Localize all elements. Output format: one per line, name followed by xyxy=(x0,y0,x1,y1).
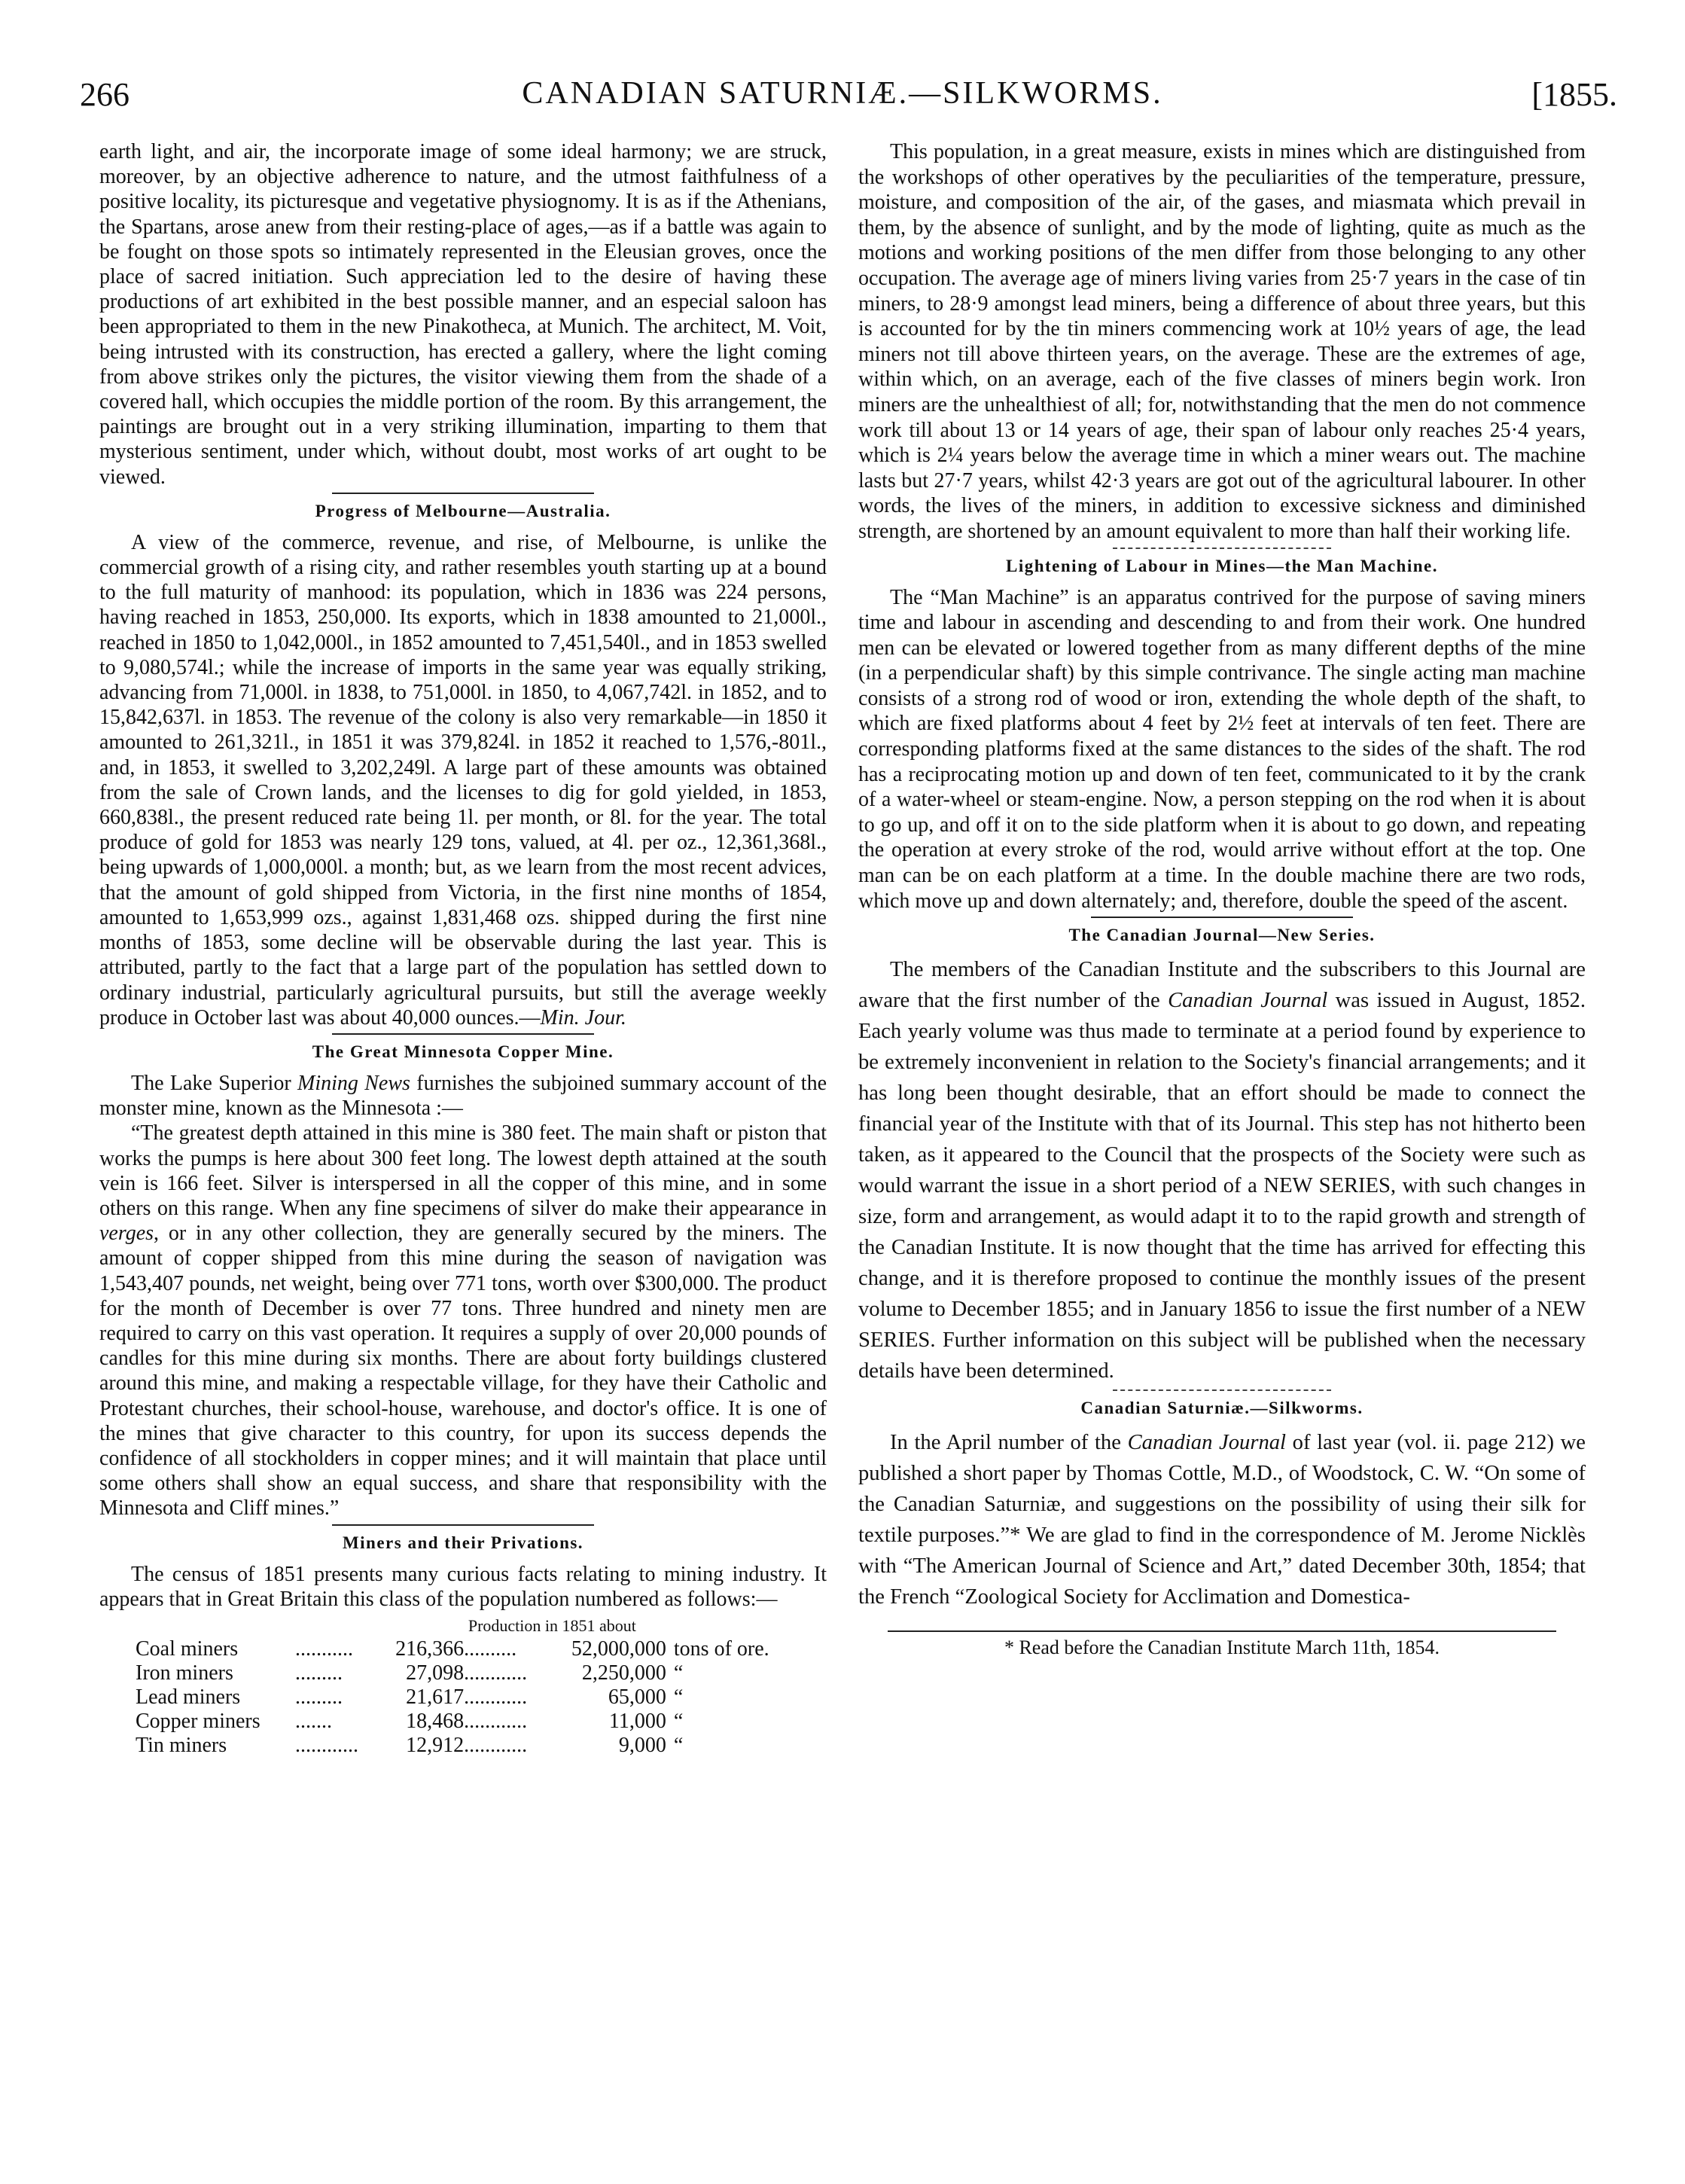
section-divider xyxy=(1113,1389,1331,1391)
production-value: 52,000,000 xyxy=(571,1636,666,1661)
miners-intro: The census of 1851 presents many curious facts relating to mining industry. It appears that in Great Britain this class of the population numbered as follows:— xyxy=(99,1562,827,1611)
intro-paragraph: earth light, and air, the incorporate image of some ideal harmony; we are struck, moreover, by an objective adherence to nature, and the utmost faithfulness of a positive locality, its picturesque and vegetative physiognomy. It is as if the Athenians, the Spartans, arose anew from their resting-place of ages,—as if a battle was again to be fought on those spots so intimately represented in the Eleusian groves, once the place of sacred initiation. Such appreciation led to the desire of having these productions of art exhibited in the best possible manner, and an especial saloon has been appropriated to them in the new Pinakotheca, at Munich. The architect, M. Voit, being intrusted with its construction, has erected a gallery, where the light coming from above strikes only the pictures, the visitor viewing them from the shade of a covered hall, which occupies the middle portion of the room. By this arrangement, the paintings are brought out in a very striking illumination, imparting to them that mysterious sentiment, under which, without doubt, most works of art ought to be viewed. xyxy=(99,140,827,489)
minnesota-quote xyxy=(99,1121,827,1521)
production-unit: “ xyxy=(673,1733,684,1757)
miner-kind: Iron miners xyxy=(136,1661,233,1685)
miner-kind: Lead miners xyxy=(136,1685,241,1709)
miner-count: 21,617 xyxy=(406,1685,465,1709)
miners-table-row xyxy=(136,1734,798,1758)
left-column xyxy=(99,139,827,1758)
saturniae-journal-italic: Canadian Journal xyxy=(1127,1431,1287,1455)
production-unit: “ xyxy=(673,1685,684,1709)
footnote: * Read before the Canadian Institute March 11th, 1854. xyxy=(888,1630,1557,1659)
production-value: 11,000 xyxy=(608,1709,666,1733)
leader-dots: ............ xyxy=(464,1685,528,1709)
melbourne-body xyxy=(99,530,827,1030)
minnesota-intro-b: furnishes the subjoined summary account of the monster mine, known as the Minnesota :— xyxy=(99,1071,827,1121)
section-divider xyxy=(332,493,594,494)
miners-table xyxy=(136,1615,798,1758)
journal-body-b: was issued in August, 1852. Each yearly volume was thus made to terminate at a period found by experience to be extremely inconvenient in relation to the Society's financial arrangements; and it has long been thought desirable, that an effort should be made to connect the financial year of the Institute with that of its Journal. This step has not hitherto been taken, as it appeared to the Council that the prospects of the Society were such as would warrant the issue in a short period of a NEW SERIES, with such changes in size, form and arrangement, as would adapt it to to the rapid growth and strength of the Canadian Institute. It is now thought that the time has arrived for effecting this change, and it is therefore proposed to continue the monthly issues of the present volume to December 1855; and in January 1856 to issue the first number of a NEW SERIES. Further information on this subject will be published when the necessary details have been determined. xyxy=(858,989,1586,1383)
production-unit: “ xyxy=(673,1661,684,1685)
running-year: [1855. xyxy=(1531,76,1617,113)
miner-count: 27,098 xyxy=(406,1661,465,1685)
leader-dots: ............ xyxy=(464,1733,528,1757)
melbourne-source: Min. Jour. xyxy=(540,1005,626,1029)
minnesota-quote-b: , or in any other collection, they are generally secured by the miners. The amount of copper shipped from this mine during the season of navigation was 1,543,407 pounds, net weight, being over 771 tons, worth over $300,000. The product for the month of December is over 77 tons. Three hundred and ninety men are required to carry on this vast operation. It requires a supply of over 20,000 pounds of candles for this mine during six months. There are about forty buildings clustered around this mine, and making a respectable village, for they have their Catholic and Protestant churches, their school-house, warehouse, and doctor's office. It is one of the mines that give character to this country, for upon its success depends the confidence of all stockholders in copper mines; and it will maintain that place until some others shall show an equal success, and share that responsibility with the Minnesota and Cliff mines.” xyxy=(99,1222,827,1521)
melbourne-text: A view of the commerce, revenue, and rise, of Melbourne, is unlike the commercial growth of a rising city, and rather resembles youth starting up at a bound to the full maturity of manhood: its population, which in 1836 was 224 persons, having reached in 1853, 250,000. Its exports, which in 1838 amounted to 21,000l., reached in 1850 to 1,042,000l., in 1852 amounted to 7,451,540l., and in 1853 swelled to 9,080,574l.; while the increase of imports in the same year was equally striking, advancing from 71,000l. in 1838, to 751,000l. in 1850, to 4,067,742l. in 1852, and to 15,842,637l. in 1853. The revenue of the colony is also very remarkable—in 1850 it amounted to 261,321l., in 1851 it was 379,824l. in 1852 it reached to 1,576,-801l., and, in 1853, it swelled to 3,202,249l. A large part of these amounts was obtained from the sale of Crown lands, and the licenses to dig for gold yielded, in 1853, 660,838l., the present reduced rate being 1l. per month, or 8l. for the year. The total produce of gold for 1853 was nearly 129 tons, valued, at 4l. per oz., 12,361,368l., being upwards of 1,000,000l. a month; but, as we learn from the most recent advices, that the amount of gold shipped from Victoria, in the first nine months of 1854, amounted to 1,653,999 ozs., against 1,831,468 ozs. shipped during the first nine months of 1853, some decline will be observable during the last year. This is attributed, partly to the fact that a large part of the population has settled down to ordinary industrial, particularly agricultural pursuits, but still the average weekly produce in October last was about 40,000 ounces.— xyxy=(99,530,827,1029)
right-column xyxy=(858,139,1586,1659)
man-machine-heading: Lightening of Labour in Mines—the Man Machine. xyxy=(1006,556,1438,575)
minnesota-heading: The Great Minnesota Copper Mine. xyxy=(312,1042,614,1061)
leader-dots: ............ xyxy=(295,1733,359,1757)
journal-title-italic: Canadian Journal xyxy=(1168,989,1328,1013)
miners-heading: Miners and their Privations. xyxy=(342,1533,584,1552)
leader-dots: ....... xyxy=(295,1709,333,1733)
running-title: CANADIAN SATURNIÆ.—SILKWORMS. xyxy=(522,76,1163,111)
mining-news-title: Mining News xyxy=(297,1071,410,1095)
production-unit: “ xyxy=(673,1709,684,1733)
production-value: 65,000 xyxy=(608,1685,666,1709)
leader-dots: .......... xyxy=(464,1636,517,1661)
leader-dots: ......... xyxy=(295,1661,343,1685)
miner-count: 216,366 xyxy=(395,1636,465,1661)
miner-kind: Tin miners xyxy=(136,1733,227,1757)
production-value: 9,000 xyxy=(618,1733,666,1757)
saturniae-heading: Canadian Saturniæ.—Silkworms. xyxy=(1080,1399,1364,1418)
miner-count: 18,468 xyxy=(406,1709,465,1733)
leader-dots: ............ xyxy=(464,1709,528,1733)
section-divider xyxy=(1091,917,1353,918)
miners-table-row xyxy=(136,1710,798,1734)
miner-count: 12,912 xyxy=(406,1733,465,1757)
journal-body xyxy=(858,954,1586,1386)
man-machine-body: The “Man Machine” is an apparatus contrived for the purpose of saving miners time and labour in ascending and descending to and from their work. One hundred men can be elevated or lowered together from as many different depths of the mine (in a perpendicular shaft) by this simple contrivance. The single acting man machine consists of a strong rod of wood or iron, extending the whole depth of the shaft, to which are fixed platforms about 4 feet by 2½ feet at intervals of ten feet. There are corresponding platforms fixed at the same distances to the sides of the shaft. The rod has a reciprocating motion up and down of ten feet, communicated to it by the crank of a water-wheel or steam-engine. Now, a person stepping on the rod when it is about to go up, and off it on to the side platform when it is about to go down, and repeating the operation at every stroke of the rod, would arrive without effort at the top. One man can be on each platform at a time. In the double machine there are two rods, which move up and down alternately; and, therefore, double the speed of the ascent. xyxy=(858,585,1586,913)
leader-dots: ........... xyxy=(295,1636,354,1661)
page-number: 266 xyxy=(80,76,129,113)
section-divider xyxy=(332,1033,594,1035)
leader-dots: ............ xyxy=(464,1661,528,1685)
production-value: 2,250,000 xyxy=(581,1661,666,1685)
miners-table-row xyxy=(136,1661,798,1685)
page-header xyxy=(0,0,1685,128)
section-divider xyxy=(1113,548,1331,549)
saturniae-body-b: of last year (vol. ii. page 212) we published a short paper by Thomas Cottle, M.D., of Woodstock, C. W. “On some of the Canadian Saturniæ, and suggestions on the possibility of using their silk for textile purposes.”* We are glad to find in the correspondence of M. Jerome Nicklès with “The American Journal of Science and Art,” dated December 30th, 1854; that the French “Zoological Society for Acclimation and Domestica- xyxy=(858,1431,1586,1609)
minnesota-quote-a: “The greatest depth attained in this mine is 380 feet. The main shaft or piston that works the pumps is here about 300 feet long. The lowest depth attained at the south vein is 166 feet. Silver is interspersed in all the copper of this mine, and in some others on this range. When any fine specimens of silver do make their appearance in xyxy=(99,1121,827,1220)
journal-heading: The Canadian Journal—New Series. xyxy=(1068,926,1376,945)
population-paragraph: This population, in a great measure, exists in mines which are distinguished from the workshops of other operatives by the peculiarities of the temperature, pressure, moisture, and composition of the air, of the gases, and miasmata which prevail in them, by the absence of sunlight, and by the mode of lighting, quite as much as the motions and working positions of the men differ from those belonging to any other occupation. The average age of miners living varies from 25·7 years in the case of tin miners, to 28·9 amongst lead miners, being a difference of about three years, but this is accounted for by the tin miners commencing work at 10½ years of age, the lead miners not till above thirteen years, on the average. These are the extremes of age, within which, on an average, each of the five classes of miners begin work. Iron miners are the unhealthiest of all; for, notwithstanding that the men do not commence work till about 13 or 14 years of age, their span of labour only reaches 25·4 years, which is 2¼ years below the average time in which a miner wears out. The machine lasts but 27·7 years, whilst 42·3 years are got out of the agricultural labourer. In other words, the lives of the miners, in addition to excessive sickness and diminished strength, are shortened by an amount equivalent to more than half their working life. xyxy=(858,140,1586,543)
miner-kind: Copper miners xyxy=(136,1709,261,1733)
saturniae-body xyxy=(858,1427,1586,1612)
melbourne-heading: Progress of Melbourne—Australia. xyxy=(315,501,611,520)
minnesota-quote-italic: verges xyxy=(99,1222,154,1246)
miners-table-row xyxy=(136,1637,798,1661)
leader-dots: ......... xyxy=(295,1685,343,1709)
section-divider xyxy=(332,1524,594,1526)
production-unit: tons of ore. xyxy=(673,1636,769,1661)
saturniae-body-a: In the April number of the xyxy=(890,1431,1128,1455)
production-header: Production in 1851 about xyxy=(468,1615,636,1635)
minnesota-intro-a: The Lake Superior xyxy=(131,1071,298,1095)
miner-kind: Coal miners xyxy=(136,1636,239,1661)
minnesota-intro xyxy=(99,1071,827,1121)
journal-body-a: The members of the Canadian Institute and the subscribers to this Journal are aware that the first number of the xyxy=(858,958,1586,1013)
miners-table-row xyxy=(136,1685,798,1710)
